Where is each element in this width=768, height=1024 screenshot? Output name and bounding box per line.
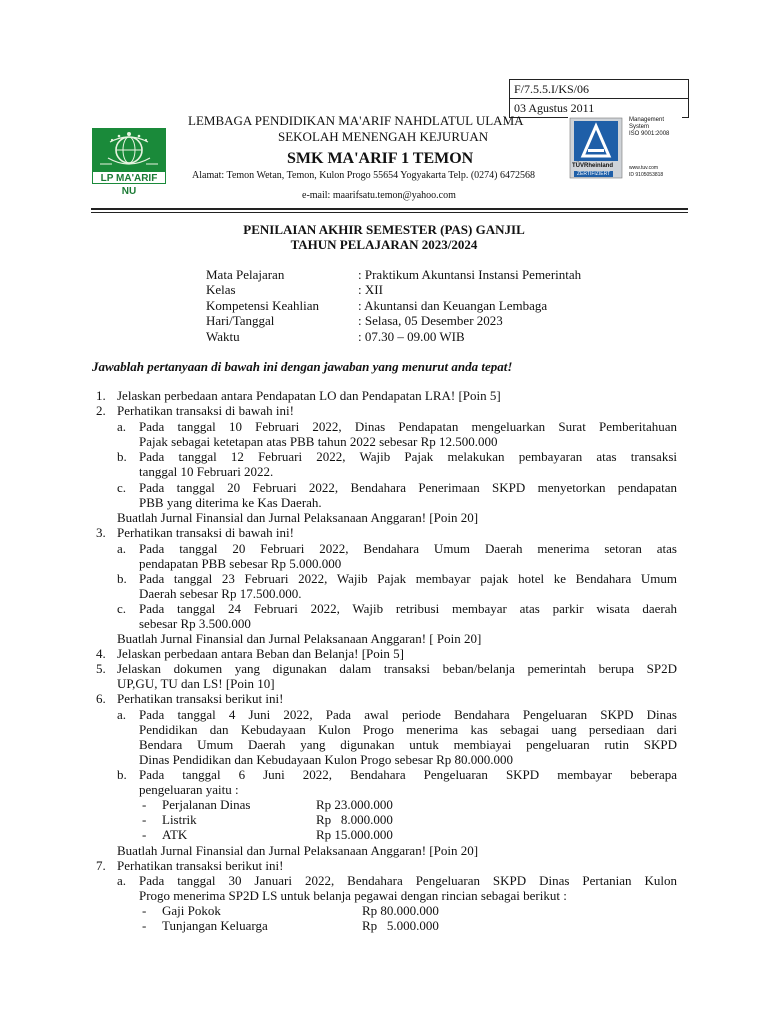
sub-item-mark: a. [117,541,127,556]
sub-item-text: Pada tanggal 4 Juni 2022, Pada awal periode Bendahara Pengeluaran SKPD Dinas [139,707,677,722]
header-divider-thick [91,208,688,210]
expense-amount: Rp 23.000.000 [316,797,393,812]
sub-item-text: Pada tanggal 20 Februari 2022, Bendahara Umum Daerah menerima setoran atas [139,541,677,556]
salary-dash: - [142,918,147,933]
cert-line-2: System [629,124,650,130]
salary-name: Tunjangan Keluarga [162,918,268,933]
salary-dash: - [142,903,147,918]
question-text: UP,GU, TU dan LS! [Poin 10] [117,676,275,691]
logo-label: LP MA'ARIF NU [92,171,166,184]
expense-name: ATK [162,827,188,842]
sub-item-mark: a. [117,873,127,888]
info-value: : 07.30 – 09.00 WIB [358,329,465,344]
school-name: SMK MA'ARIF 1 TEMON [287,150,474,167]
question-text: Perhatikan transaksi berikut ini! [117,858,284,873]
question-number: 3. [96,525,106,540]
document-reference-box [509,79,689,118]
sub-item-mark: b. [117,767,127,782]
sub-item-text: Pada tanggal 24 Februari 2022, Wajib retribusi membayar atas parkir wisata daerah [139,601,677,616]
info-label: Hari/Tanggal [206,313,275,328]
info-label: Mata Pelajaran [206,267,285,282]
question-text: Jelaskan dokumen yang digunakan dalam transaksi beban/belanja pemerintah berupa SP2D [117,661,677,676]
sub-item-text: Bendara Umum Daerah yang digunakan untuk membiayai pengeluaran rutin SKPD [139,737,677,752]
salary-amount: Rp 5.000.000 [362,918,439,933]
sub-item-text: Pada tanggal 23 Februari 2022, Wajib Pajak membayar pajak hotel ke Bendahara Umum [139,571,677,586]
question-number: 6. [96,691,106,706]
sub-item-text: tanggal 10 Februari 2022. [139,464,274,479]
tuv-brand: TÜVRheinland [572,163,614,169]
expense-name: Listrik [162,812,197,827]
sub-item-text: PBB yang diterima ke Kas Daerah. [139,495,322,510]
sub-item-mark: c. [117,601,127,616]
sub-item-text: Pada tanggal 10 Februari 2022, Dinas Pendapatan mengeluarkan Surat Pemberitahuan [139,419,677,434]
instruction: Jawablah pertanyaan di bawah ini dengan jawaban yang menurut anda tepat! [92,359,513,374]
school-level: SEKOLAH MENENGAH KEJURUAN [278,129,489,144]
exam-year: TAHUN PELAJARAN 2023/2024 [290,237,478,252]
form-number: F/7.5.5.I/KS/06 [514,82,590,96]
info-label: Kompetensi Keahlian [206,298,319,313]
sub-item-mark: b. [117,571,127,586]
question-number: 5. [96,661,106,676]
school-address: Alamat: Temon Wetan, Temon, Kulon Progo 55654 Yogyakarta Telp. (0274) 6472568 [192,170,535,181]
cert-line-3: ISO 9001:2008 [629,131,670,137]
info-label: Waktu [206,329,240,344]
expense-dash: - [142,797,147,812]
expense-amount: Rp 15.000.000 [316,827,393,842]
cert-id: ID 9105053818 [629,172,664,178]
tuv-stamp: ZERTIFIZIERT [574,171,613,177]
expense-dash: - [142,812,147,827]
salary-amount: Rp 80.000.000 [362,903,439,918]
lp-maarif-nu-logo [92,128,166,197]
nu-globe-icon [92,128,166,171]
sub-item-text: Pada tanggal 30 Januari 2022, Bendahara Pengeluaran SKPD Dinas Pertanian Kulon [139,873,677,888]
sub-item-mark: a. [117,419,127,434]
sub-item-text: Dinas Pendidikan dan Kebudayaan Kulon Progo sebesar Rp 80.000.000 [139,752,514,767]
info-value: : Akuntansi dan Keuangan Lembaga [358,298,548,313]
cert-line-1: Management [629,117,665,123]
sub-item-text: Pada tanggal 20 Februari 2022, Bendahara Penerimaan SKPD menyetorkan pendapatan [139,480,677,495]
sub-item-mark: c. [117,480,127,495]
info-value: : Praktikum Akuntansi Instansi Pemerintah [358,267,582,282]
sub-item-text: Daerah sebesar Rp 17.500.000. [139,586,302,601]
question-closing: Buatlah Jurnal Finansial dan Jurnal Pelaksanaan Anggaran! [Poin 20] [117,843,479,858]
sub-item-text: Pada tanggal 6 Juni 2022, Bendahara Pengeluaran SKPD membayar beberapa [139,767,677,782]
sub-item-mark: b. [117,449,127,464]
sub-item-text: Pendidikan dan Kebudayaan Kulon Progo menerima kas sebagai uang persediaan dari [139,722,677,737]
expense-amount: Rp 8.000.000 [316,812,393,827]
sub-item-text: Pada tanggal 12 Februari 2022, Wajib Pajak melakukan pembayaran atas transaksi [139,449,677,464]
info-value: : Selasa, 05 Desember 2023 [358,313,503,328]
question-number: 7. [96,858,106,873]
question-number: 4. [96,646,106,661]
institution-name: LEMBAGA PENDIDIKAN MA'ARIF NAHDLATUL ULAMA [188,113,524,128]
expense-name: Perjalanan Dinas [162,797,251,812]
question-text: Perhatikan transaksi berikut ini! [117,691,284,706]
question-text: Jelaskan perbedaan antara Pendapatan LO dan Pendapatan LRA! [Poin 5] [117,388,501,403]
question-closing: Buatlah Jurnal Finansial dan Jurnal Pelaksanaan Anggaran! [Poin 20] [117,510,479,525]
question-text: Perhatikan transaksi di bawah ini! [117,525,294,540]
question-text: Perhatikan transaksi di bawah ini! [117,403,294,418]
sub-item-mark: a. [117,707,127,722]
cert-url: www.tuv.com [629,165,659,171]
question-number: 1. [96,388,106,403]
header-divider-thin [91,212,688,213]
info-value: : XII [358,282,383,297]
sub-item-text: Pajak sebagai ketetapan atas PBB tahun 2022 sebesar Rp 12.500.000 [139,434,498,449]
question-closing: Buatlah Jurnal Finansial dan Jurnal Pelaksanaan Anggaran! [ Poin 20] [117,631,482,646]
exam-title: PENILAIAN AKHIR SEMESTER (PAS) GANJIL [243,222,525,237]
sub-item-text: sebesar Rp 3.500.000 [139,616,251,631]
expense-dash: - [142,827,147,842]
question-number: 2. [96,403,106,418]
school-email: e-mail: maarifsatu.temon@yahoo.com [302,190,456,201]
sub-item-text: pengeluaran yaitu : [139,782,239,797]
sub-item-text: Progo menerima SP2D LS untuk belanja pegawai dengan rincian sebagai berikut : [139,888,567,903]
salary-name: Gaji Pokok [162,903,221,918]
question-text: Jelaskan perbedaan antara Beban dan Belanja! [Poin 5] [117,646,404,661]
form-date: 03 Agustus 2011 [510,98,688,117]
sub-item-text: pendapatan PBB sebesar Rp 5.000.000 [139,556,342,571]
info-label: Kelas [206,282,236,297]
